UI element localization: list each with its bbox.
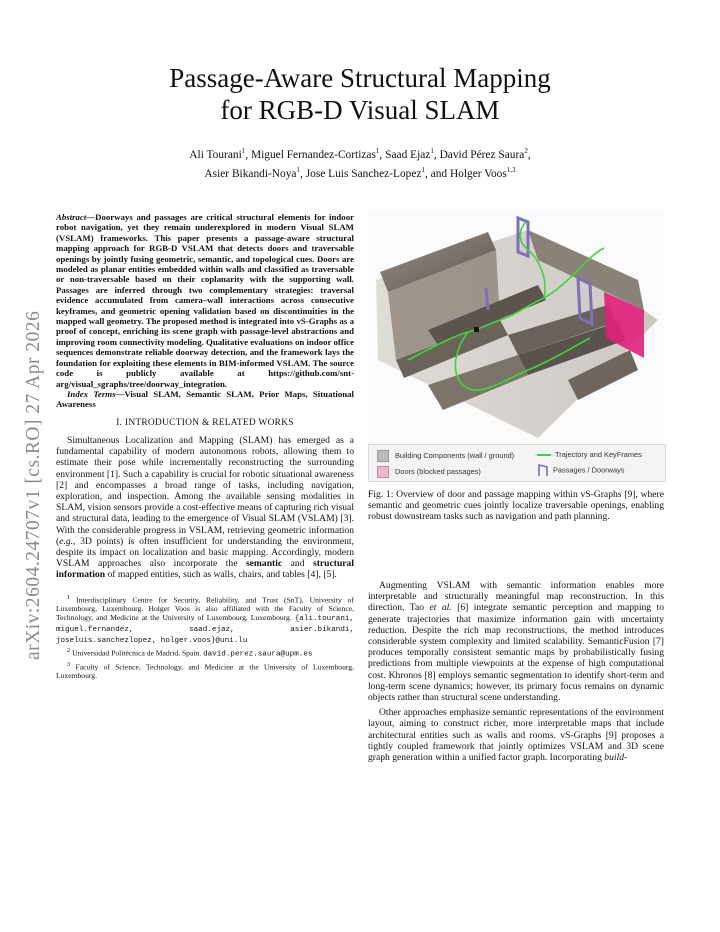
- intro-paragraph: Simultaneous Localization and Mapping (SLAM) has emerged as a fundamental capability of modern autonomous robots, allowing them to estimate their pose while incrementally reconstructing the surrounding environment [1]. Such a capability is crucial for robotic situational awareness [2] and encompasses a broad range of tasks, including navigation, exploration, and inspection. Among the available sensing modalities in SLAM, vision sensors provide a cost-effective means of capturing rich visual and structural data, leading to the emergence of Visual SLAM (VSLAM) [3]. With the considerable progress in VSLAM, retrieving geometric information (e.g., 3D points) is often insufficient for understanding the environment, despite its impact on localization and basic mapping. Accordingly, modern VSLAM approaches also incorporate the semantic and structural information of mapped entities, such as walls, chairs, and tables [4], [5].: [56, 434, 354, 581]
- index-terms: Index Terms—Visual SLAM, Semantic SLAM, Prior Maps, Situational Awareness: [56, 388, 354, 410]
- paragraph: Augmenting VSLAM with semantic information enables more interpretable and structurally meaningful map reconstruction. In this direction, Tao et al. [6] integrate semantic perception and mapping to generate trajectories that maximize information gain with uncertainty reduction. Despite the rich map reconstructions, the method introduces considerable system complexity and limited scalability. SemanticFusion [7] produces temporally consistent semantic maps by probabilistically fusing predictions from multiple viewpoints at the expense of high computational cost. Khronos [8] employs semantic segmentation to identify short-term and long-term scene dynamics; however, its primary focus remains on dynamic objects rather than structural scene understanding.: [368, 580, 664, 704]
- author-name: Ali Tourani: [189, 148, 242, 161]
- building-swatch-icon: [377, 450, 389, 462]
- abstract: Abstract—Doorways and passages are critical structural elements for indoor robot navigation, yet they remain underexplored in modern Visual SLAM (VSLAM) frameworks. This paper presents a passage-aware structural mapping approach for RGB-D VSLAM that detects doors and traversable openings by jointly fusing geometric, semantic, and topological cues. Doors are modeled as planar entities embedded within walls and classified as traversable or non-traversable based on their coplanarity with the supporting wall. Passages are inferred through two complementary strategies: traversal evidence accumulated from camera–wall interactions across consecutive keyframes, and geometric opening validation based on discontinuities in the mapped wall geometry. The proposed method is integrated into vS-Graphs as a proof of concept, enriching its scene graph with passage-level abstractions and improving room connectivity modeling. Qualitative evaluations on indoor office sequences demonstrate reliable doorway detection, and the framework lays the foundation for exploiting these elements in BIM-informed VSLAM. The source code is publicly available at https://github.com/snt-arg/visual_sgraphs/tree/doorway_integration.: [56, 212, 354, 389]
- author-name: and Holger Voos: [430, 167, 507, 180]
- section-heading: I. INTRODUCTION & RELATED WORKS: [116, 417, 294, 428]
- legend-trajectory: Trajectory and KeyFrames: [537, 450, 642, 459]
- figure-legend: [368, 444, 666, 482]
- footnote-2: $^2$ Universidad Politécnica de Madrid, Spain. david.perez.saura@upm.es: [67, 647, 313, 659]
- author-name: Saad Ejaz: [385, 148, 431, 161]
- author-list: [60, 144, 660, 182]
- legend-passages: Passages / Doorways: [537, 464, 624, 477]
- author-line-1: Ali Tourani$^1$, Miguel Fernandez-Cortizas$^1$, Saad Ejaz$^1$, David Pérez Saura$^2$,: [189, 147, 531, 161]
- footnotes: [56, 593, 354, 681]
- author-line-2: Asier Bikandi-Noya$^1$, Jose Luis Sanchez-Lopez$^1$, and Holger Voos$^{1,3}$: [204, 165, 516, 180]
- figure-caption: Fig. 1: Overview of door and passage mapping within vS-Graphs [9], where semantic and geometric cues jointly localize traversable openings, enabling robust downstream tasks such as navigation and path planning.: [368, 489, 665, 523]
- trajectory-line-icon: [537, 454, 551, 456]
- point-cloud-illustration: [368, 210, 664, 443]
- author-name: Miguel Fernandez-Cortizas: [250, 148, 376, 161]
- paragraph: Other approaches emphasize semantic representations of the environment layout, aiming to construct richer, more interpretable maps that include architectural entities such as walls and rooms. vS-Graphs [9] proposes a tightly coupled framework that jointly optimizes VSLAM and 3D scene graph generation within a unified factor graph. Incorporating build-: [368, 707, 664, 764]
- legend-doors: Doors (blocked passages): [377, 466, 481, 478]
- author-name: Asier Bikandi-Noya: [204, 167, 297, 180]
- footnote-3: $^3$ Faculty of Science, Technology, and Medicine at the University of Luxembourg, Luxembourg.: [56, 660, 354, 681]
- author-name: David Pérez Saura: [439, 148, 525, 161]
- figure-1-image: [368, 210, 664, 443]
- camera-keyframe: [474, 327, 479, 332]
- author-name: Jose Luis Sanchez-Lopez: [305, 167, 422, 180]
- paper-title-line-1: Passage-Aware Structural Mapping: [169, 63, 551, 93]
- passage-doorway: [486, 288, 488, 310]
- footnote-1: $^1$ Interdisciplinary Centre for Security, Reliability, and Trust (SnT), University of Luxembourg, Luxembourg. Holger Voos is also affiliated with the Faculty of Science, Technology, and Medicine at the University of Luxembourg, Luxembourg. {ali.tourani, miguel.fernandez, saad.ejaz, asier.bikandi, joseluis.sanchezlopez, holger.voos}@uni.lu: [56, 593, 354, 646]
- right-column-text: [368, 580, 664, 763]
- passage-frame-icon: [537, 464, 549, 477]
- arxiv-watermark: arXiv:2604.24707v1 [cs.RO] 27 Apr 2026: [23, 310, 44, 660]
- paper-title-line-2: for RGB-D Visual SLAM: [220, 95, 500, 125]
- left-column: [56, 212, 354, 680]
- door-swatch-icon: [377, 466, 389, 478]
- legend-building: Building Components (wall / ground): [377, 450, 514, 462]
